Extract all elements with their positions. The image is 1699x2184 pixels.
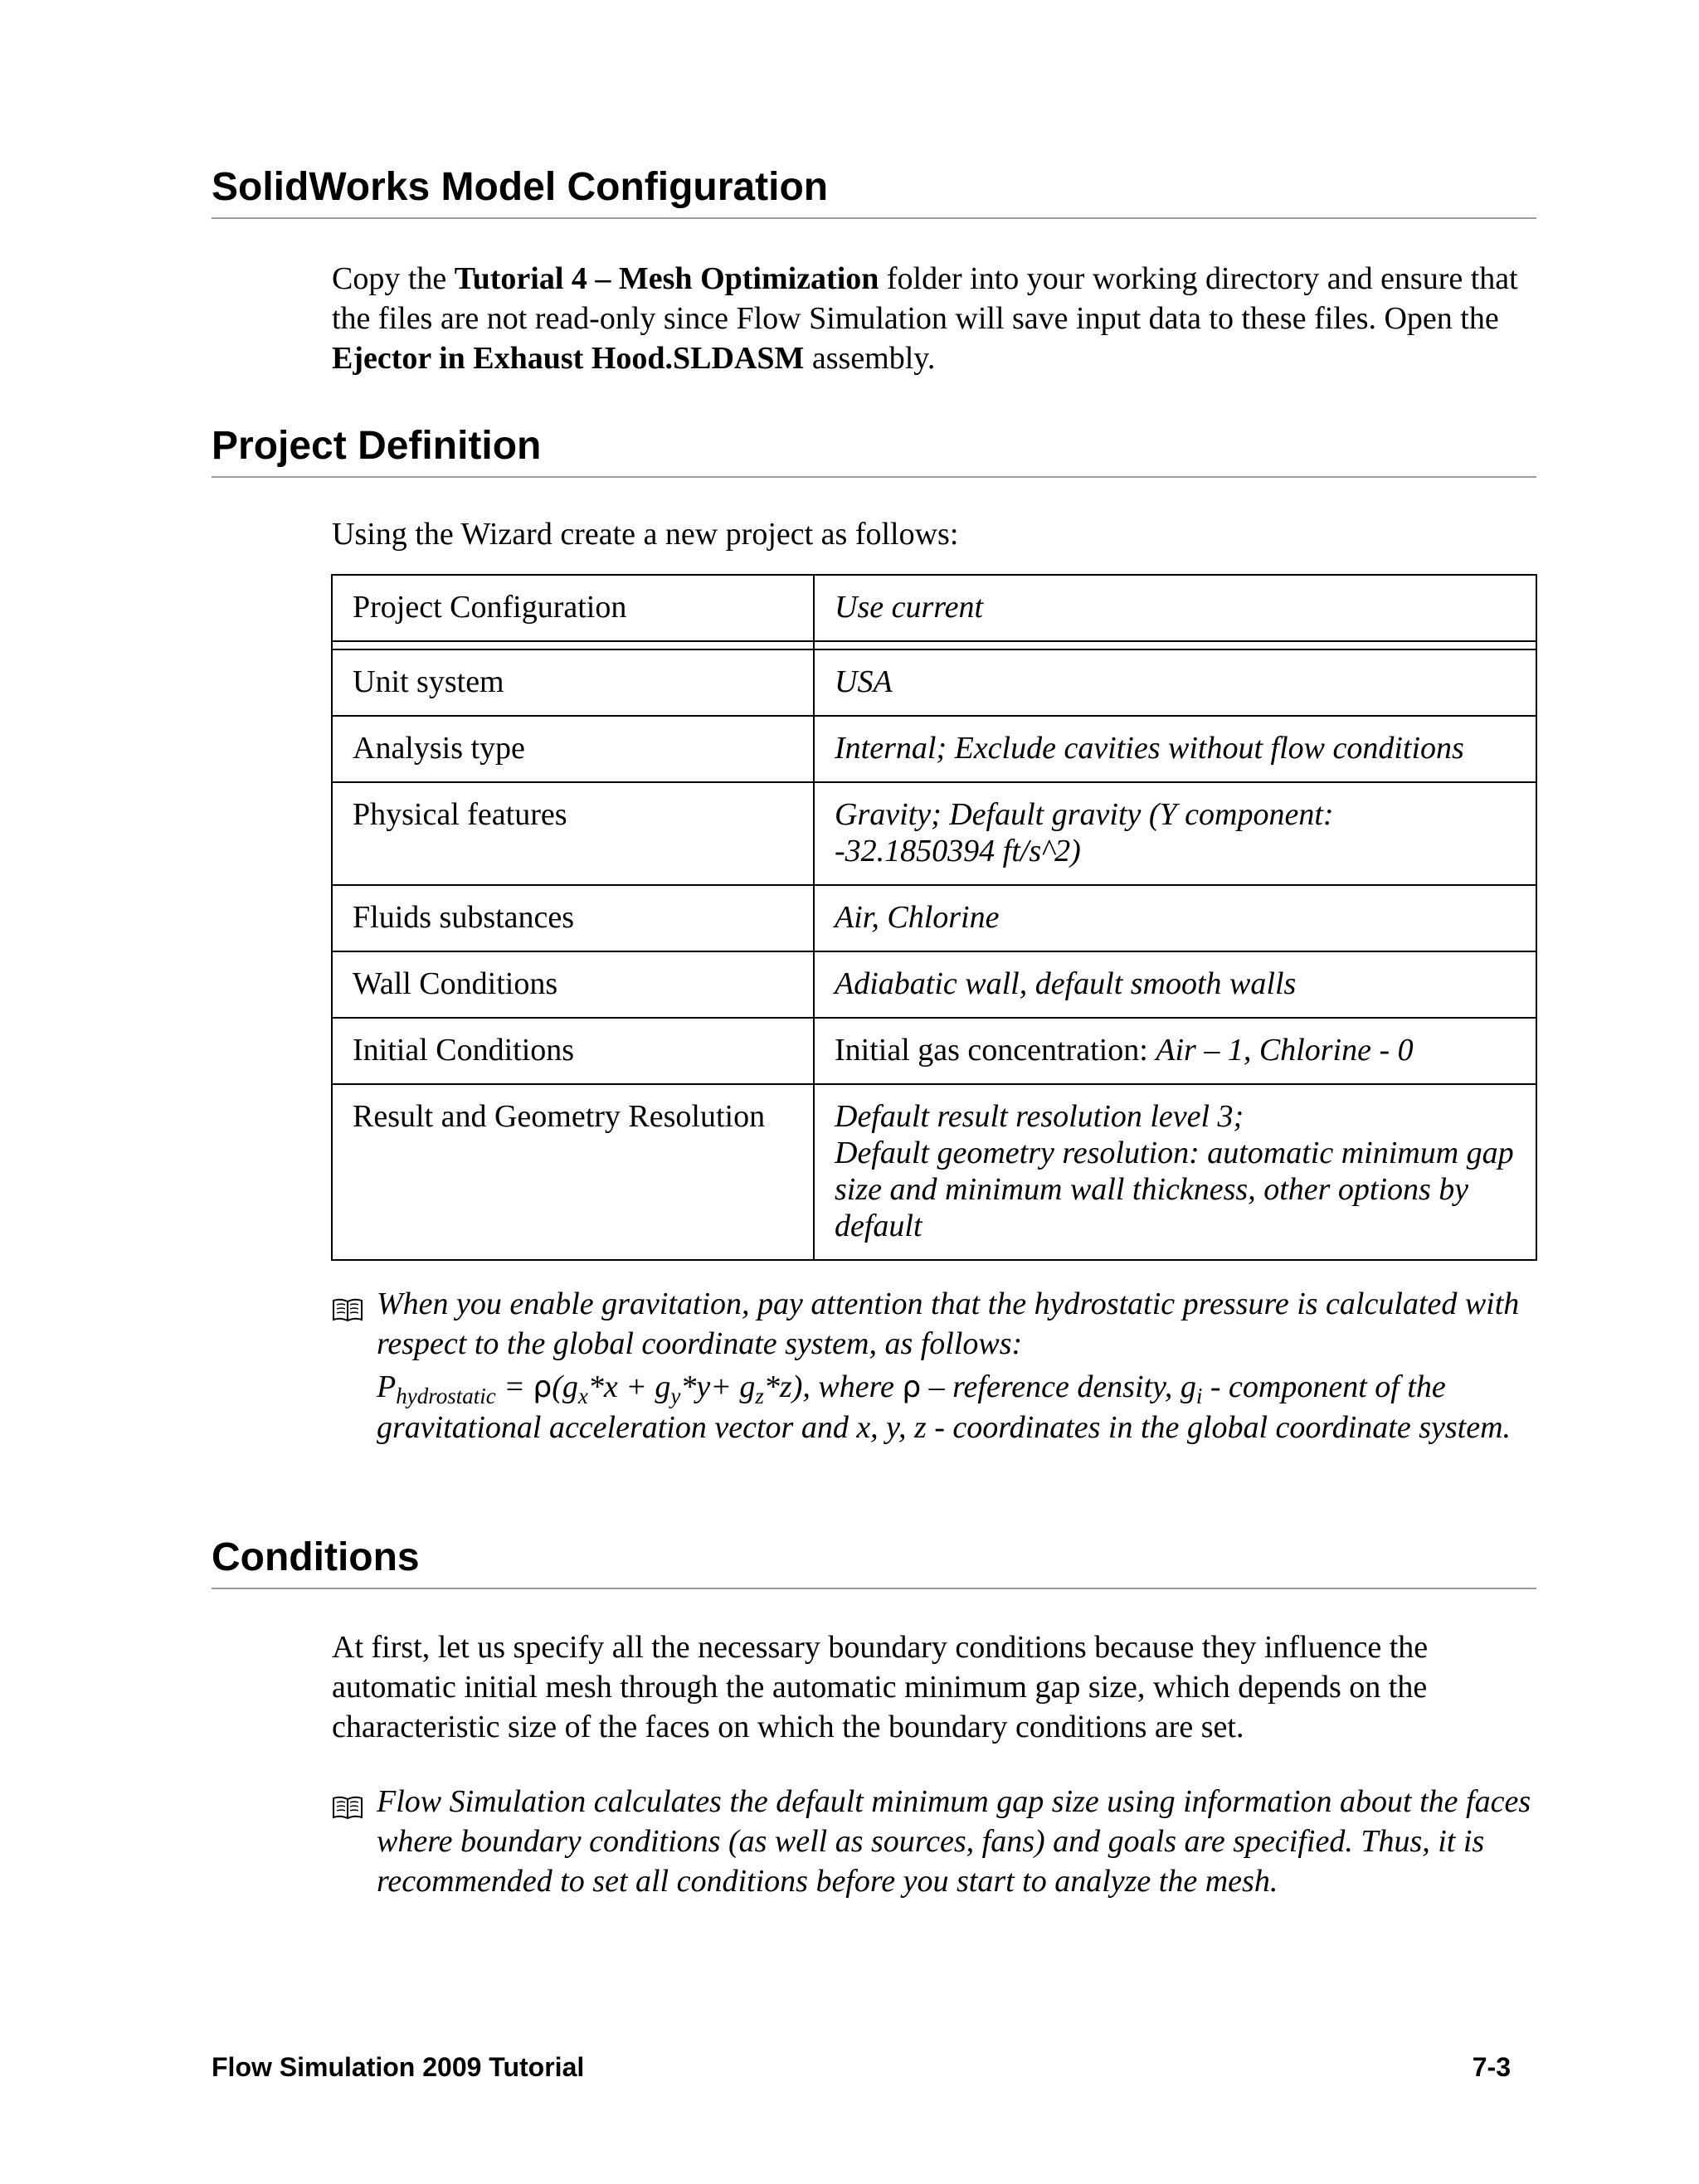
setting-label: Fluids substances <box>332 885 814 951</box>
project-definition-intro: Using the Wizard create a new project as follows: <box>332 517 959 552</box>
value-line: Default geometry resolution: automatic minimum gap size and minimum wall thickness, other options by default <box>835 1136 1514 1243</box>
value-prefix: Initial gas concentration: <box>835 1033 1156 1068</box>
formula-part: – reference density, g <box>921 1369 1196 1404</box>
formula-part: - component of the gravitational acceleration vector and x, y, z - coordinates in the global coordinate system. <box>377 1369 1512 1445</box>
table-spacer-row <box>332 641 1536 649</box>
section-heading-model-config: SolidWorks Model Configuration <box>212 164 1536 219</box>
note-line: When you enable gravitation, pay attention that the hydrostatic pressure is calculated with respect to the global coordinate system, as follows: <box>377 1287 1520 1361</box>
setting-value: USA <box>814 649 1536 716</box>
gravity-note <box>332 1284 1543 1447</box>
formula-part: P <box>377 1369 397 1404</box>
setting-label: Result and Geometry Resolution <box>332 1084 814 1260</box>
table-row <box>332 885 1536 951</box>
formula-subscript: hydrostatic <box>396 1384 496 1408</box>
setting-value: Internal; Exclude cavities without flow conditions <box>814 716 1536 782</box>
footer-title: Flow Simulation 2009 Tutorial <box>212 2052 585 2082</box>
setting-label: Physical features <box>332 782 814 885</box>
table-row <box>332 782 1536 885</box>
setting-value: Use current <box>814 575 1536 641</box>
table-row <box>332 649 1536 716</box>
value-text: Air – 1, Chlorine - 0 <box>1156 1033 1414 1068</box>
formula-subscript: x <box>577 1384 588 1408</box>
book-icon <box>332 1790 363 1815</box>
table-row <box>332 951 1536 1018</box>
table-row <box>332 1084 1536 1260</box>
value-line: -32.1850394 ft/s^2) <box>835 834 1081 868</box>
setting-value <box>814 1084 1536 1260</box>
text-run: Copy the <box>332 261 455 296</box>
setting-label: Initial Conditions <box>332 1018 814 1084</box>
note-text: Flow Simulation calculates the default minimum gap size using information about the faces where boundary conditions (as well as sources, fans) and goals are specified. Thus, it is recommended to set all conditions before you start to analyze the mesh. <box>377 1784 1531 1899</box>
formula-part: *y+ g <box>680 1369 756 1404</box>
table-row <box>332 716 1536 782</box>
setting-label: Unit system <box>332 649 814 716</box>
section-heading-conditions: Conditions <box>212 1535 1536 1589</box>
hydrostatic-formula <box>377 1367 1543 1447</box>
text-run: assembly. <box>804 341 936 376</box>
text-run: folder into your working directory and ensure that the files are not read-only since Flow Simulation will save input data to these files. Open the <box>332 261 1518 336</box>
conditions-paragraph: At first, let us specify all the necessary boundary conditions because they influence the automatic initial mesh through the automatic minimum gap size, which depends on the characteristic size of the faces on which the boundary conditions are set. <box>332 1630 1429 1744</box>
formula-part: *x + g <box>587 1369 671 1404</box>
formula-part: *z), where <box>763 1369 903 1404</box>
setting-value <box>814 1018 1536 1084</box>
model-config-paragraph <box>332 259 1543 378</box>
formula-subscript: i <box>1195 1384 1203 1408</box>
spacer-cell <box>332 641 814 649</box>
setting-label: Project Configuration <box>332 575 814 641</box>
formula-part: (g <box>552 1369 578 1404</box>
page-number: 7-3 <box>1472 2052 1511 2082</box>
setting-value: Air, Chlorine <box>814 885 1536 951</box>
spacer-cell <box>814 641 1536 649</box>
section-heading-project-definition: Project Definition <box>212 423 1536 478</box>
setting-value <box>814 782 1536 885</box>
setting-label: Analysis type <box>332 716 814 782</box>
setting-value: Adiabatic wall, default smooth walls <box>814 951 1536 1018</box>
wizard-settings-table <box>331 574 1537 1261</box>
gap-size-note <box>332 1782 1543 1901</box>
formula-subscript: z <box>755 1384 764 1408</box>
folder-name: Tutorial 4 – Mesh Optimization <box>454 261 879 296</box>
setting-label: Wall Conditions <box>332 951 814 1018</box>
formula-part: = <box>495 1369 533 1404</box>
table-row <box>332 575 1536 641</box>
rho-symbol: ρ <box>902 1370 922 1404</box>
rho-symbol: ρ <box>533 1370 553 1404</box>
formula-subscript: y <box>670 1384 681 1408</box>
value-line: Default result resolution level 3; <box>835 1099 1244 1134</box>
value-line: Gravity; Default gravity (Y component: <box>835 797 1334 832</box>
assembly-name: Ejector in Exhaust Hood.SLDASM <box>332 341 805 376</box>
book-icon <box>332 1292 363 1317</box>
table-row <box>332 1018 1536 1084</box>
